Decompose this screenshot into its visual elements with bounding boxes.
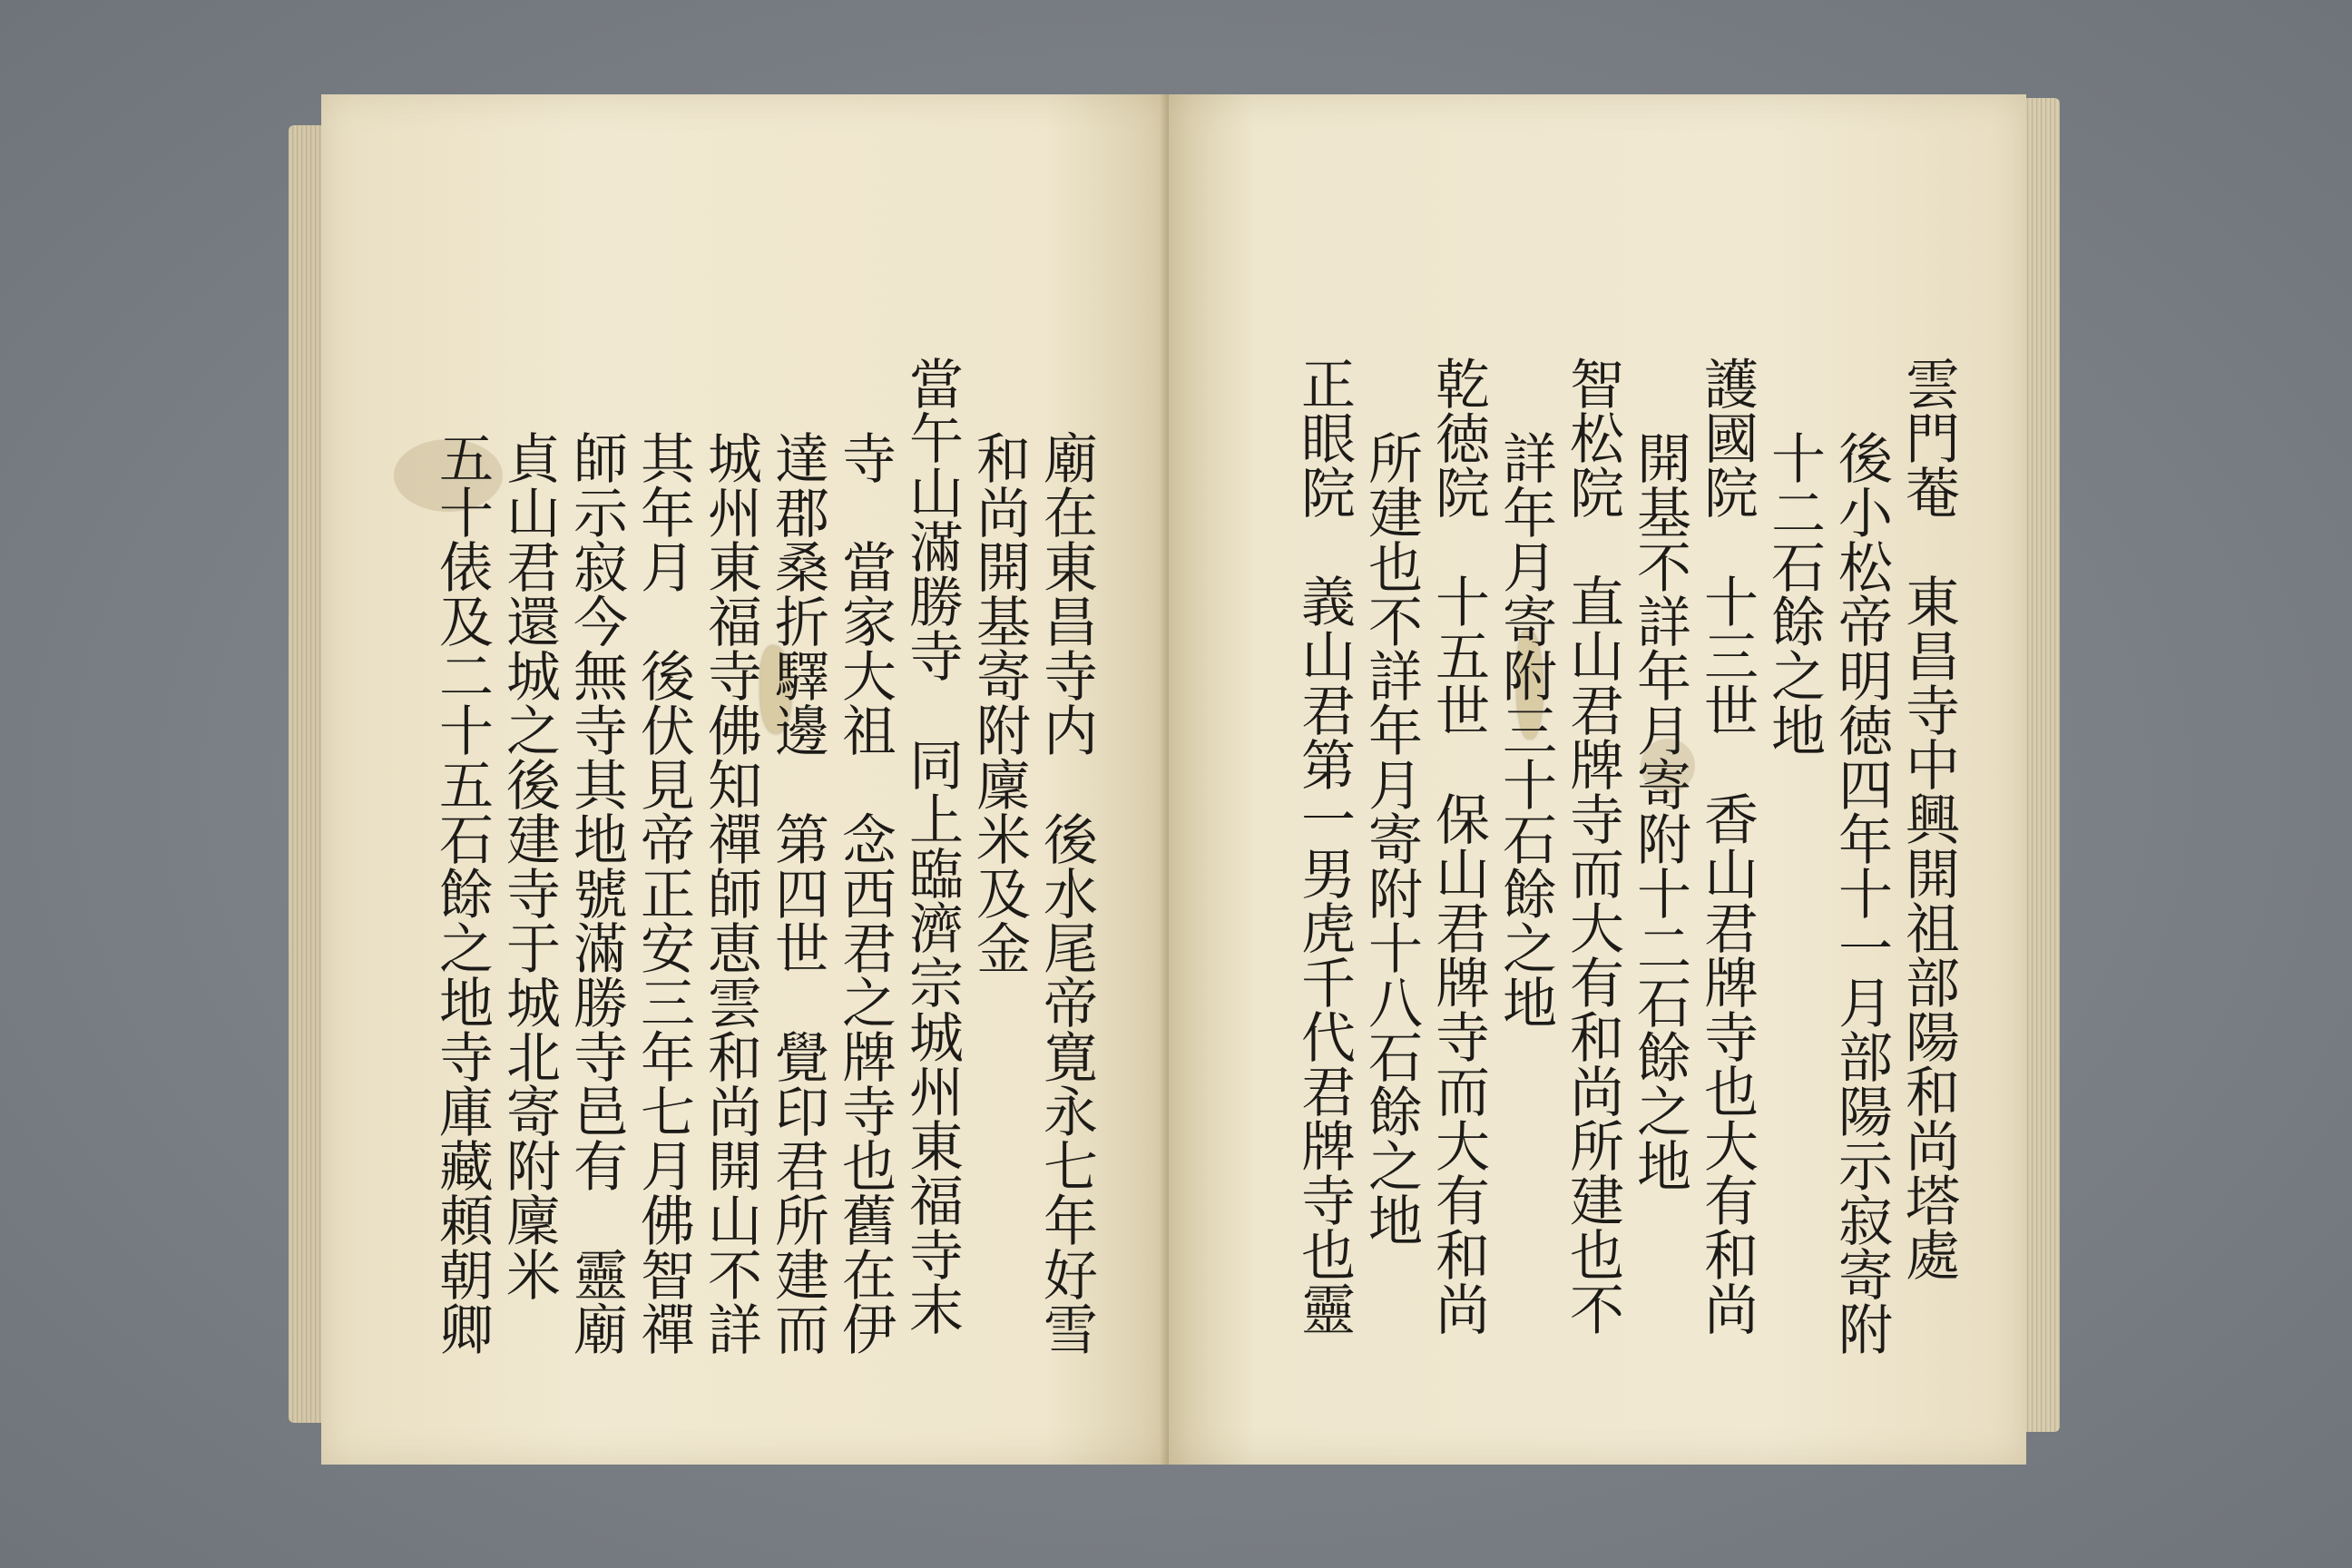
text-column: 智松院 直山君牌寺而大有和尚所建也不 [1561, 356, 1624, 1336]
text-column: 城州東福寺佛知禪師恵雲和尚開山不詳 [699, 430, 762, 1356]
text-column: 雲門菴 東昌寺中興開祖部陽和尚塔處 [1896, 356, 1960, 1281]
text-column: 十二石餘之地 [1762, 430, 1826, 757]
text-column: 後小松帝明徳四年十一月部陽示寂寄附 [1829, 430, 1893, 1356]
text-column: 詳年月寄附三十石餘之地 [1494, 430, 1557, 1029]
text-column: 開基不詳年月寄附十二石餘之地 [1628, 430, 1691, 1192]
text-column: 師示寂今無寺其地號滿勝寺邑有 靈廟 [564, 430, 628, 1356]
left-page [321, 94, 1172, 1465]
text-column: 寺 當家大祖 念西君之牌寺也舊在伊 [833, 430, 897, 1356]
text-column: 乾徳院 十五世 保山君牌寺而大有和尚 [1426, 356, 1490, 1336]
left-page-edges [289, 125, 325, 1423]
text-column: 和尚開基寄附廩米及金 [967, 430, 1031, 975]
open-book [289, 89, 2060, 1475]
text-column: 五十俵及二十五石餘之地寺庫藏頼朝卿 [430, 430, 494, 1356]
text-column: 當午山滿勝寺 同上臨濟宗城州東福寺末 [900, 356, 964, 1336]
text-column: 其年月 後伏見帝正安三年七月佛智禪 [632, 430, 695, 1356]
text-column: 護國院 十三世 香山君牌寺也大有和尚 [1695, 356, 1759, 1336]
text-column: 正眼院 義山君第一男虎千代君牌寺也靈 [1292, 356, 1356, 1336]
right-page [1169, 94, 2026, 1465]
text-column: 廟在東昌寺内 後水尾帝寛永七年好雪 [1034, 430, 1098, 1356]
text-column: 所建也不詳年月寄附十八石餘之地 [1359, 430, 1423, 1247]
text-column: 貞山君還城之後建寺于城北寄附廩米 [497, 430, 561, 1301]
right-page-edges [2024, 98, 2060, 1432]
text-column: 達郡桑折驛邊 第四世 覺印君所建而 [766, 430, 829, 1356]
